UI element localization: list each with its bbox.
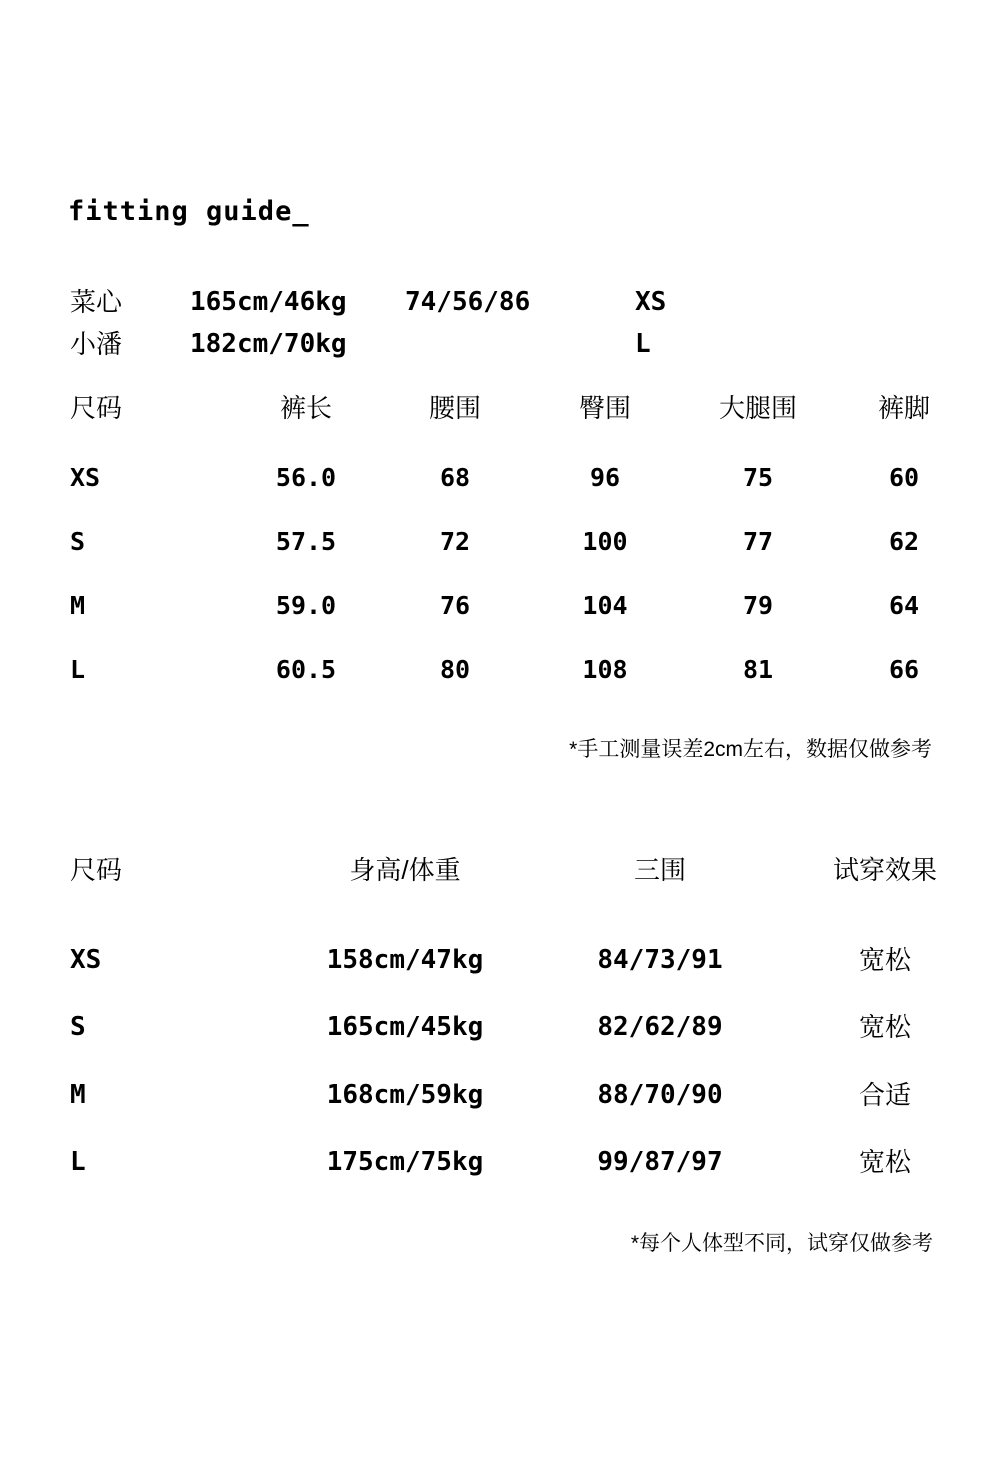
size-measurement-table	[70, 394, 984, 720]
cell-waist: 72	[439, 527, 471, 556]
column-header-pant-length: 裤长	[279, 393, 332, 423]
column-header-size: 尺码	[70, 393, 123, 423]
model-size: XS	[635, 287, 667, 317]
cell-height-weight: 168cm/59kg	[326, 1080, 484, 1110]
cell-height-weight: 158cm/47kg	[326, 945, 484, 975]
cell-thigh: 81	[742, 655, 774, 684]
cell-leg-opening: 62	[888, 527, 920, 556]
cell-hip: 100	[582, 527, 628, 556]
cell-fit-effect: 合适	[858, 1080, 911, 1110]
model-name: 菜心	[70, 287, 123, 317]
cell-measurements: 82/62/89	[597, 1012, 723, 1042]
model-height-weight: 165cm/46kg	[190, 287, 347, 317]
cell-thigh: 77	[742, 527, 774, 556]
cell-leg-opening: 66	[888, 655, 920, 684]
column-header-fit-effect: 试穿效果	[832, 855, 937, 885]
model-size: L	[635, 329, 651, 359]
size-label: XS	[70, 945, 102, 975]
size-label: M	[70, 1080, 86, 1110]
column-header-waist: 腰围	[428, 393, 481, 423]
cell-leg-opening: 64	[888, 591, 920, 620]
measurement-disclaimer: *手工测量误差2cm左右，数据仅做参考	[569, 738, 932, 761]
size-label: S	[70, 527, 86, 556]
cell-height-weight: 175cm/75kg	[326, 1147, 484, 1177]
size-label: M	[70, 591, 86, 620]
size-label: S	[70, 1012, 86, 1042]
cell-thigh: 79	[742, 591, 774, 620]
size-label: L	[70, 1147, 86, 1177]
cell-fit-effect: 宽松	[858, 945, 911, 975]
cell-pant-length: 57.5	[275, 527, 337, 556]
column-header-leg-opening: 裤脚	[877, 393, 930, 423]
cell-hip: 104	[582, 591, 628, 620]
cell-measurements: 99/87/97	[597, 1147, 723, 1177]
column-header-thigh: 大腿围	[718, 393, 797, 423]
model-name: 小潘	[70, 329, 123, 359]
cell-height-weight: 165cm/45kg	[326, 1012, 484, 1042]
column-header-hip: 臀围	[578, 393, 631, 423]
cell-thigh: 75	[742, 463, 774, 492]
cell-leg-opening: 60	[888, 463, 920, 492]
model-height-weight: 182cm/70kg	[190, 329, 347, 359]
cell-measurements: 88/70/90	[597, 1080, 723, 1110]
column-header-height-weight: 身高/体重	[349, 855, 461, 885]
cell-waist: 80	[439, 655, 471, 684]
cell-hip: 96	[589, 463, 621, 492]
cell-hip: 108	[582, 655, 628, 684]
size-label: L	[70, 655, 86, 684]
cell-pant-length: 59.0	[275, 591, 337, 620]
cell-fit-effect: 宽松	[858, 1147, 911, 1177]
cell-waist: 76	[439, 591, 471, 620]
cell-waist: 68	[439, 463, 471, 492]
cell-fit-effect: 宽松	[858, 1012, 911, 1042]
column-header-size: 尺码	[70, 855, 123, 885]
cell-measurements: 84/73/91	[597, 945, 723, 975]
size-label: XS	[70, 463, 101, 492]
cell-pant-length: 60.5	[275, 655, 337, 684]
column-header-measurements: 三围	[633, 855, 686, 885]
try-on-table	[70, 856, 980, 1215]
model-measurements: 74/56/86	[405, 287, 531, 317]
page-title: fitting guide_	[68, 196, 310, 227]
model-info-table	[70, 288, 930, 372]
try-on-disclaimer: *每个人体型不同，试穿仅做参考	[630, 1232, 933, 1255]
cell-pant-length: 56.0	[275, 463, 337, 492]
